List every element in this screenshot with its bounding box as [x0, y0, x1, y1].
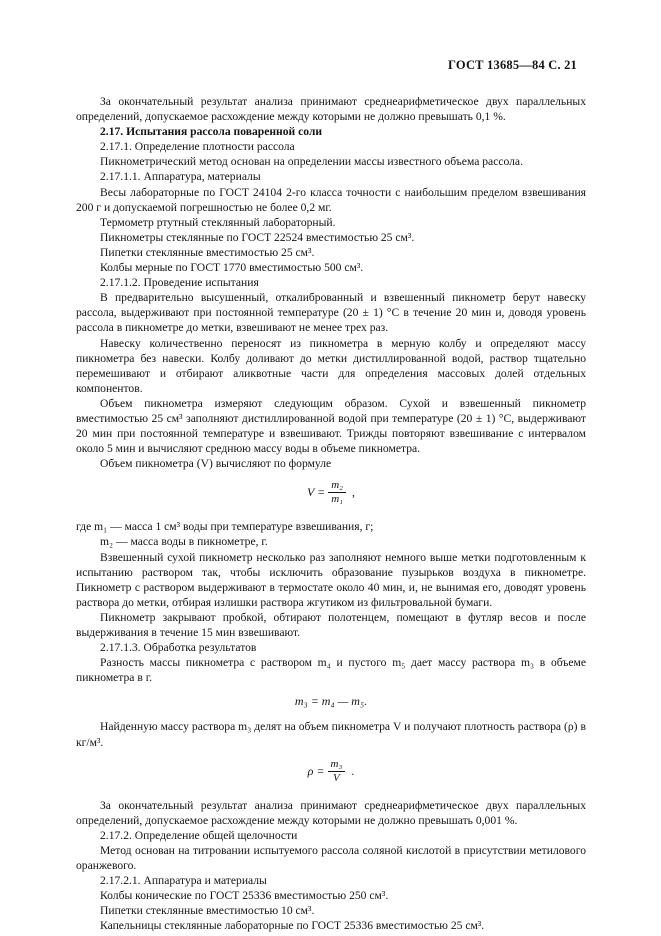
formula-volume: [76, 479, 586, 511]
formula-legend: m₂ — масса воды в пикнометре, г.: [100, 535, 268, 549]
formula-punctuation: ,: [352, 485, 355, 500]
paragraph: Найденную массу раствора m₃ делят на объем пикнометра V и получают плотность раствора (ρ) в кг/м³.: [76, 720, 586, 749]
fraction-numerator: m₂: [328, 479, 346, 493]
fraction-numerator: m₃: [328, 758, 346, 772]
paragraph: Разность массы пикнометра с раствором m₄ и пустого m₅ дает массу раствора m₃ в объеме пикнометра в г.: [76, 656, 586, 685]
paragraph: Термометр ртутный стеклянный лабораторный.: [100, 215, 336, 229]
subsection-heading: 2.17.1.1. Аппаратура, материалы: [100, 170, 261, 184]
fraction: [328, 758, 346, 785]
fraction-denominator: m₁: [331, 493, 343, 506]
formula-lhs: V =: [307, 485, 326, 500]
subsection-heading: 2.17.1.2. Проведение испытания: [100, 276, 259, 290]
subsection-heading: 2.17.1.3. Обработка результатов: [100, 641, 257, 655]
formula-legend: где m₁ — масса 1 см³ воды при температуре взвешивания, г;: [76, 520, 374, 534]
paragraph: Навеску количественно переносят из пикнометра в мерную колбу и определяют массу пикнометра без навески. Колбу доливают до метки дистиллированной водой, раствор тщательно перемешивают и отбирают аликвотные части для определения массовых долей отдельных компонентов.: [76, 336, 586, 395]
section-heading: 2.17. Испытания рассола поваренной соли: [100, 125, 323, 139]
paragraph: Пикнометр закрывают пробкой, обтирают полотенцем, помещают в футляр весов и после выдерживания в течение 15 мин взвешивают.: [76, 610, 586, 639]
page-header: ГОСТ 13685—84 С. 21: [448, 58, 577, 72]
subsection-heading: 2.17.2.1. Аппаратура и материалы: [100, 874, 267, 888]
paragraph: Весы лабораторные по ГОСТ 24104 2-го класса точности с наибольшим пределом взвешивания 200 г и допускаемой погрешностью не более 0,2 мг.: [76, 185, 586, 214]
formula-punctuation: .: [351, 763, 355, 778]
subsection-heading: 2.17.2. Определение общей щелочности: [100, 828, 298, 842]
paragraph: Колбы конические по ГОСТ 25336 вместимостью 250 см³.: [100, 889, 389, 903]
paragraph: За окончательный результат анализа принимают среднеарифметическое двух параллельных определений, допускаемое расхождение между которыми не должно превышать 0,001 %.: [76, 798, 586, 827]
paragraph: Объем пикнометра (V) вычисляют по формуле: [100, 457, 332, 471]
formula-density: [76, 758, 586, 790]
document-body: [76, 94, 586, 934]
paragraph: В предварительно высушенный, откалиброванный и взвешенный пикнометр берут навеску рассола, выдерживают при постоянной температуре (20 ± 1) °С в течение 20 мин и, доводя уровень рассола в пикнометре до метки, взвешивают не менее трех раз.: [76, 291, 586, 335]
paragraph: За окончательный результат анализа принимают среднеарифметическое двух параллельных определений, допускаемое расхождение между которыми не должно превышать 0,1 %.: [76, 95, 586, 124]
paragraph: Капельницы стеклянные лабораторные по ГОСТ 25336 вместимостью 25 см³.: [100, 919, 485, 933]
paragraph: Пикнометры стеклянные по ГОСТ 22524 вместимостью 25 см³.: [100, 230, 415, 244]
paragraph: Метод основан на титровании испытуемого рассола соляной кислотой в присутствии метилового оранжевого.: [76, 843, 586, 873]
paragraph: Пикнометрический метод основан на определении массы известного объема рассола.: [100, 155, 523, 169]
paragraph: Объем пикнометра измеряют следующим образом. Сухой и взвешенный пикнометр вместимостью 25 см³ заполняют дистиллированной водой при температуре (20 ± 1) °С, выдерживают 20 мин при постоянной температуре и взвешивают. Трижды повторяют взвешивание с интервалом около 5 мин и вычисляют среднюю массу воды в объеме пикнометра.: [76, 396, 586, 456]
paragraph: Пипетки стеклянные вместимостью 10 см³.: [100, 904, 315, 918]
subsection-heading: 2.17.1. Определение плотности рассола: [100, 140, 295, 154]
formula-lhs: ρ =: [307, 763, 325, 778]
formula-mass: m₃ = m₄ — m₅.: [294, 694, 368, 709]
paragraph: Колбы мерные по ГОСТ 1770 вместимостью 500 см³.: [100, 261, 364, 275]
paragraph: Пипетки стеклянные вместимостью 25 см³.: [100, 245, 315, 259]
fraction: [328, 479, 346, 506]
fraction-denominator: V: [333, 771, 340, 784]
paragraph: Взвешенный сухой пикнометр несколько раз заполняют немного выше метки подготовленным к испытанию раствором так, чтобы исключить образование пузырьков воздуха в пикнометре. Пикнометр с раствором выдерживают в термостате около 40 мин, и, не вынимая его, доводят уровень раствора до метки, отбирая излишки раствора жгутиком из фильтровальной бумаги.: [76, 550, 586, 609]
